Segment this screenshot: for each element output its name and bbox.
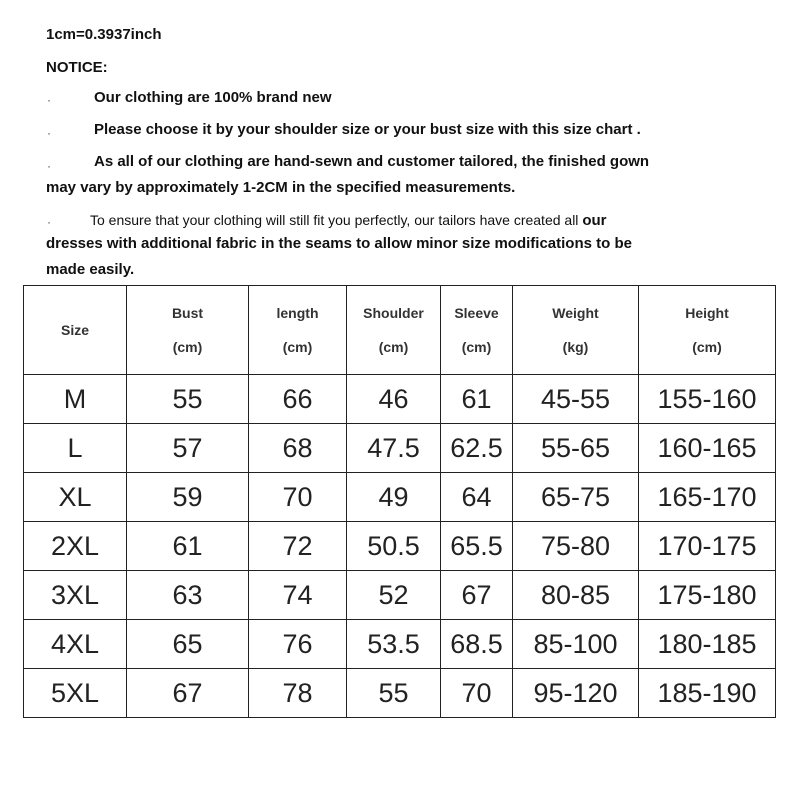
note-fit-line2: dresses with additional fabric in the seams to allow minor size modifications to be [46, 235, 632, 252]
cell-shoulder: 55 [347, 669, 441, 718]
cell-weight: 75-80 [513, 522, 639, 571]
unit-conversion: 1cm=0.3937inch [46, 26, 162, 43]
cell-weight: 95-120 [513, 669, 639, 718]
note-fit-line1 [90, 211, 606, 230]
note-fit-line1-text: To ensure that your clothing will still fit you perfectly, our tailors have created all [90, 212, 583, 228]
cell-size: 2XL [24, 522, 127, 571]
cell-bust: 63 [127, 571, 249, 620]
header-bust: Bust (cm) [127, 286, 249, 375]
cell-sleeve: 64 [441, 473, 513, 522]
cell-height: 180-185 [639, 620, 776, 669]
cell-height: 185-190 [639, 669, 776, 718]
note-brand-new: Our clothing are 100% brand new [94, 89, 332, 106]
note-fit-line3: made easily. [46, 261, 135, 278]
table-header-row [24, 286, 776, 375]
cell-shoulder: 46 [347, 375, 441, 424]
cell-sleeve: 68.5 [441, 620, 513, 669]
cell-shoulder: 50.5 [347, 522, 441, 571]
header-height: Height (cm) [639, 286, 776, 375]
cell-weight: 85-100 [513, 620, 639, 669]
notice-title: NOTICE: [46, 59, 108, 76]
header-weight: Weight (kg) [513, 286, 639, 375]
note-hand-sewn-line1: As all of our clothing are hand-sewn and customer tailored, the finished gown [94, 153, 650, 170]
cell-shoulder: 49 [347, 473, 441, 522]
cell-height: 165-170 [639, 473, 776, 522]
cell-length: 74 [249, 571, 347, 620]
header-shoulder: Shoulder (cm) [347, 286, 441, 375]
cell-bust: 61 [127, 522, 249, 571]
cell-height: 170-175 [639, 522, 776, 571]
cell-length: 72 [249, 522, 347, 571]
cell-shoulder: 47.5 [347, 424, 441, 473]
header-sleeve: Sleeve (cm) [441, 286, 513, 375]
cell-sleeve: 62.5 [441, 424, 513, 473]
cell-height: 155-160 [639, 375, 776, 424]
cell-shoulder: 52 [347, 571, 441, 620]
cell-size: 3XL [24, 571, 127, 620]
cell-length: 70 [249, 473, 347, 522]
cell-length: 78 [249, 669, 347, 718]
cell-bust: 65 [127, 620, 249, 669]
table-row [24, 375, 776, 424]
cell-bust: 55 [127, 375, 249, 424]
header-length: length (cm) [249, 286, 347, 375]
cell-weight: 80-85 [513, 571, 639, 620]
cell-height: 160-165 [639, 424, 776, 473]
bullet-dot: · [47, 93, 51, 107]
bullet-dot: · [47, 126, 51, 140]
bullet-dot: · [47, 215, 51, 229]
cell-sleeve: 61 [441, 375, 513, 424]
note-choose-size: Please choose it by your shoulder size or your bust size with this size chart . [94, 121, 641, 138]
cell-length: 68 [249, 424, 347, 473]
cell-size: 4XL [24, 620, 127, 669]
cell-height: 175-180 [639, 571, 776, 620]
header-size: Size [24, 286, 127, 375]
cell-size: M [24, 375, 127, 424]
cell-bust: 57 [127, 424, 249, 473]
table-row [24, 669, 776, 718]
cell-bust: 67 [127, 669, 249, 718]
cell-sleeve: 70 [441, 669, 513, 718]
table-row [24, 571, 776, 620]
cell-sleeve: 65.5 [441, 522, 513, 571]
cell-length: 66 [249, 375, 347, 424]
cell-size: 5XL [24, 669, 127, 718]
cell-weight: 55-65 [513, 424, 639, 473]
cell-size: XL [24, 473, 127, 522]
cell-weight: 65-75 [513, 473, 639, 522]
bullet-dot: · [47, 159, 51, 173]
cell-shoulder: 53.5 [347, 620, 441, 669]
cell-sleeve: 67 [441, 571, 513, 620]
table-row [24, 424, 776, 473]
cell-bust: 59 [127, 473, 249, 522]
note-fit-line1-bold: our [582, 212, 607, 229]
note-hand-sewn-line2: may vary by approximately 1-2CM in the specified measurements. [46, 179, 516, 196]
table-row [24, 473, 776, 522]
cell-length: 76 [249, 620, 347, 669]
cell-size: L [24, 424, 127, 473]
table-row [24, 522, 776, 571]
size-chart-table [23, 285, 776, 718]
table-row [24, 620, 776, 669]
cell-weight: 45-55 [513, 375, 639, 424]
